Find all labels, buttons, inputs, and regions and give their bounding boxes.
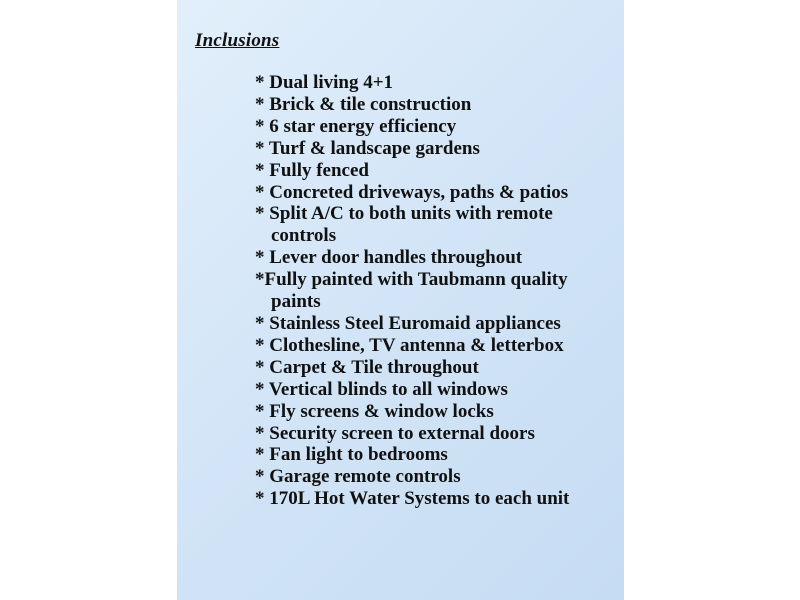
list-item: [255, 72, 569, 94]
list-item: [255, 466, 569, 488]
list-item-text: * Split A/C to both units with remote: [255, 203, 553, 225]
inclusions-list: [255, 72, 569, 510]
list-item-text: * 170L Hot Water Systems to each unit: [255, 488, 570, 510]
list-item: [255, 138, 569, 160]
list-item: [255, 423, 569, 445]
list-item-text: * Dual living 4+1: [255, 72, 394, 93]
list-item: [255, 203, 569, 247]
list-item: [255, 444, 569, 466]
list-item-text: * Security screen to external doors: [255, 422, 535, 444]
list-item: [255, 335, 569, 357]
list-item-continuation: paints: [271, 291, 321, 313]
list-item-text: * Lever door handles throughout: [255, 247, 523, 269]
list-item-text: * Clothesline, TV antenna & letterbox: [255, 334, 564, 356]
list-item: [255, 313, 569, 335]
list-item: [255, 379, 569, 401]
list-item-text: * 6 star energy efficiency: [255, 115, 457, 137]
list-item: [255, 182, 569, 204]
list-item-text: * Fully fenced: [255, 159, 369, 181]
list-item-continuation: controls: [271, 225, 337, 247]
list-item-text: * Stainless Steel Euromaid appliances: [255, 312, 561, 334]
list-item-text: * Carpet & Tile throughout: [255, 356, 479, 378]
list-item: [255, 488, 569, 510]
list-item: [255, 247, 569, 269]
list-item-text: * Garage remote controls: [255, 466, 461, 488]
list-item-text: * Fly screens & window locks: [255, 400, 494, 422]
page-title: Inclusions: [195, 30, 280, 51]
inclusions-page: [177, 0, 624, 600]
list-item: [255, 116, 569, 138]
list-item-text: * Fan light to bedrooms: [255, 444, 448, 466]
list-item: [255, 269, 569, 313]
list-item-text: * Concreted driveways, paths & patios: [255, 181, 569, 203]
list-item: [255, 357, 569, 379]
list-item-text: * Brick & tile construction: [255, 93, 472, 115]
list-item: [255, 401, 569, 423]
list-item-text: * Turf & landscape gardens: [255, 137, 480, 159]
list-item-text: * Vertical blinds to all windows: [255, 378, 508, 400]
list-item: [255, 160, 569, 182]
list-item-text: *Fully painted with Taubmann quality: [255, 269, 568, 291]
list-item: [255, 94, 569, 116]
